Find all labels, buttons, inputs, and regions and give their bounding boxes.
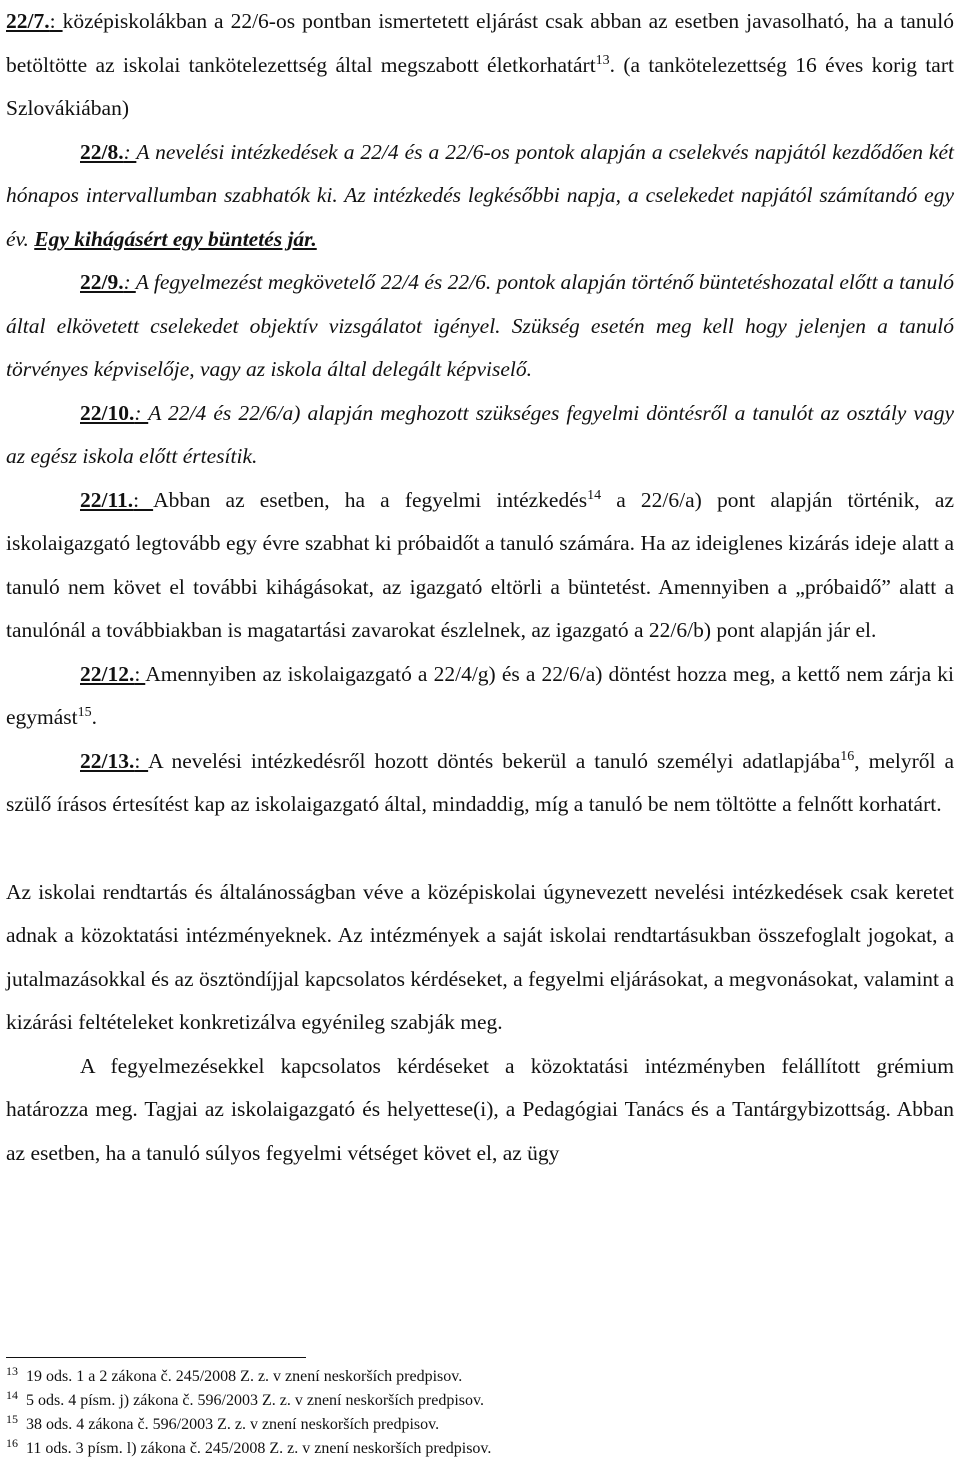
footnote-divider (6, 1357, 306, 1358)
paragraph-22-8 (6, 131, 954, 262)
emphasis-text: Egy kihágásért egy büntetés jár. (34, 226, 317, 251)
section-separator: : (49, 9, 63, 33)
paragraph-text: A 22/4 és 22/6/a) alapján meghozott szükséges fegyelmi döntésről a tanulót az osztály vagy az egész iskola előtt értesítik. (6, 400, 954, 468)
footnote-ref: 14 (587, 487, 602, 503)
footnote-text: 38 ods. 4 zákona č. 596/2003 Z. z. v znení neskorších predpisov. (26, 1416, 440, 1433)
paragraph-text-cont: . (a tankötelezettség 16 éves korig tart Szlovákiában) (6, 52, 954, 120)
footnote-ref: 16 (840, 748, 855, 764)
section-separator: : (134, 661, 146, 686)
paragraph-text: A nevelési intézkedések a 22/4 és a 22/6-os pontok alapján a cselekvés napjától kezdődően két hónapos intervallumban szabhatók ki. Az intézkedés legkésőbbi napja, a cselekedet napjától számítandó egy év. (6, 139, 954, 251)
section-gap (6, 827, 954, 871)
paragraph-22-7 (6, 0, 954, 131)
footnote-number: 15 (6, 1411, 18, 1426)
footnote-15 (6, 1413, 946, 1437)
body-paragraph-2: A fegyelmezésekkel kapcsolatos kérdéseket a közoktatási intézményben felállított grémium határozza meg. Tagjai az iskolaigazgató és helyettese(i), a Pedagógiai Tanács és a Tantárgybizottság. Abban az esetben, ha a tanuló súlyos fegyelmi vétséget követ el, az ügy (6, 1053, 954, 1165)
paragraph-22-9 (6, 261, 954, 392)
paragraph-text: Amennyiben az iskolaigazgató a 22/4/g) és a 22/6/a) döntést hozza meg, a kettő nem zárja ki egymást (6, 661, 954, 729)
footnote-text: 5 ods. 4 písm. j) zákona č. 596/2003 Z. z. v znení neskorších predpisov. (26, 1392, 484, 1409)
footnotes (6, 1365, 946, 1461)
section-separator: : (123, 270, 136, 294)
footnote-ref: 15 (77, 704, 92, 720)
footnote-number: 16 (6, 1435, 18, 1450)
section-separator: : (134, 748, 149, 773)
paragraph-text-cont: . (91, 705, 98, 729)
paragraph-22-10 (6, 392, 954, 479)
footnote-14 (6, 1389, 946, 1413)
paragraph-text-cont: a 22/6/a) pont alapján történik, az iskolaigazgató legtovább egy évre szabhat ki próbaidőt a tanuló számára. Ha az ideiglenes kizárás ideje alatt a tanuló nem követ el további kihágásokat, az igazgató eltörli a büntetést. Amennyiben a „próbaidő” alatt a tanulónál a továbbiakban is magatartási zavarokat észlelnek, az igazgató a 22/6/b) pont alapján jár el. (6, 487, 954, 642)
paragraph-text: középiskolákban a 22/6-os pontban ismertetett eljárást csak abban az esetben javasolható, ha a tanuló betöltötte az iskolai tankötelezettség által megszabott életkorhatárt (6, 9, 954, 77)
section-number: 22/9. (80, 270, 124, 294)
body-paragraph-1: Az iskolai rendtartás és általánosságban véve a középiskolai úgynevezett nevelési intézkedések csak keretet adnak a közoktatási intézményeknek. Az intézmények a saját iskolai rendtartásukban összefoglalt jogokat, a jutalmazásokkal és az ösztöndíjjal kapcsolatos kérdéseket, a fegyelmi eljárásokat, a megvonásokat, valamint a kizárási feltételeket konkretizálva egyénileg szabják meg. (6, 879, 954, 1034)
paragraph-text-cont: , melyről a szülő írásos értesítést kap az iskolaigazgató által, mindaddig, míg a tanuló be nem töltötte a felnőtt korhatárt. (6, 748, 954, 816)
section-number: 22/10. (80, 400, 135, 425)
section-number: 22/7. (6, 9, 50, 33)
section-separator: : (123, 139, 137, 164)
footnote-16 (6, 1437, 946, 1461)
section-number: 22/13. (80, 748, 135, 773)
footnote-text: 11 ods. 3 písm. l) zákona č. 245/2008 Z. z. v znení neskorších predpisov. (26, 1440, 492, 1457)
paragraph-text: Abban az esetben, ha a fegyelmi intézkedés (153, 487, 588, 512)
section-number: 22/11. (80, 487, 134, 512)
footnote-text: 19 ods. 1 a 2 zákona č. 245/2008 Z. z. v znení neskorších predpisov. (26, 1368, 463, 1385)
section-separator: : (134, 400, 149, 425)
paragraph-22-12 (6, 653, 954, 740)
document-page (6, 0, 954, 1175)
paragraph-22-13 (6, 740, 954, 827)
paragraph-22-11 (6, 479, 954, 653)
section-separator: : (133, 487, 154, 512)
footnote-ref: 13 (595, 52, 610, 68)
section-number: 22/8. (80, 139, 124, 164)
footnote-13 (6, 1365, 946, 1389)
paragraph-text: A nevelési intézkedésről hozott döntés bekerül a tanuló személyi adatlapjába (148, 748, 841, 773)
footnote-number: 13 (6, 1363, 18, 1378)
section-number: 22/12. (80, 661, 135, 686)
footnote-number: 14 (6, 1387, 18, 1402)
paragraph-text: A fegyelmezést megkövetelő 22/4 és 22/6. pontok alapján történő büntetéshozatal előtt a tanuló által elkövetett cselekedet objektív vizsgálatot igényel. Szükség esetén meg kell hogy jelenjen a tanuló törvényes képviselője, vagy az iskola által delegált képviselő. (6, 270, 955, 381)
